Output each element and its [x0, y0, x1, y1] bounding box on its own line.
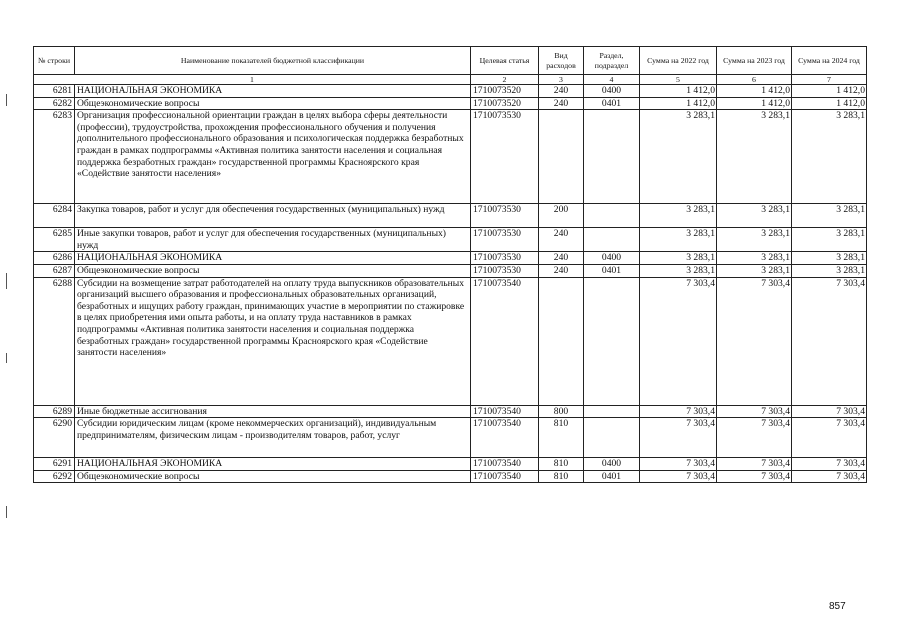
column-number: 4 — [584, 75, 640, 85]
sum-2023-cell: 7 303,4 — [717, 418, 792, 458]
sum-2022-cell: 3 283,1 — [640, 228, 717, 252]
margin-mark — [6, 273, 7, 289]
header-sum-2024: Сумма на 2024 год — [792, 47, 867, 75]
row-name-cell: Общеэкономические вопросы — [75, 470, 471, 483]
expense-type-cell: 200 — [539, 204, 584, 228]
table-row — [34, 264, 867, 277]
row-number-cell: 6285 — [34, 228, 75, 252]
sum-2023-cell: 3 283,1 — [717, 252, 792, 265]
sum-2023-cell: 7 303,4 — [717, 277, 792, 405]
table-row — [34, 97, 867, 110]
row-name-cell: Субсидии юридическим лицам (кроме некоммерческих организаций), индивидуальным предпринимателям, физическим лицам - производителям товаров, работ, услуг — [75, 418, 471, 458]
header-sum-2022: Сумма на 2022 год — [640, 47, 717, 75]
section-cell — [584, 228, 640, 252]
row-name-cell: Иные закупки товаров, работ и услуг для обеспечения государственных (муниципальных) нужд — [75, 228, 471, 252]
sum-2023-cell: 1 412,0 — [717, 97, 792, 110]
section-cell: 0401 — [584, 470, 640, 483]
sum-2022-cell: 3 283,1 — [640, 204, 717, 228]
row-name-cell: НАЦИОНАЛЬНАЯ ЭКОНОМИКА — [75, 252, 471, 265]
sum-2022-cell: 7 303,4 — [640, 470, 717, 483]
target-article-cell: 1710073530 — [471, 228, 539, 252]
sum-2022-cell: 1 412,0 — [640, 97, 717, 110]
sum-2023-cell: 7 303,4 — [717, 405, 792, 418]
target-article-cell: 1710073530 — [471, 264, 539, 277]
target-article-cell: 1710073530 — [471, 110, 539, 204]
table-row — [34, 85, 867, 98]
row-number-cell: 6290 — [34, 418, 75, 458]
section-cell — [584, 204, 640, 228]
row-number-cell: 6282 — [34, 97, 75, 110]
row-name-cell: Закупка товаров, работ и услуг для обеспечения государственных (муниципальных) нужд — [75, 204, 471, 228]
sum-2022-cell: 7 303,4 — [640, 458, 717, 471]
header-sum-2023: Сумма на 2023 год — [717, 47, 792, 75]
section-cell: 0400 — [584, 85, 640, 98]
target-article-cell: 1710073540 — [471, 277, 539, 405]
section-cell — [584, 110, 640, 204]
sum-2024-cell: 3 283,1 — [792, 228, 867, 252]
row-number-cell: 6286 — [34, 252, 75, 265]
table-row — [34, 228, 867, 252]
header-row-no: № строки — [34, 47, 75, 75]
row-name-cell: Общеэкономические вопросы — [75, 97, 471, 110]
sum-2023-cell: 1 412,0 — [717, 85, 792, 98]
sum-2024-cell: 3 283,1 — [792, 204, 867, 228]
sum-2023-cell: 3 283,1 — [717, 228, 792, 252]
sum-2024-cell: 3 283,1 — [792, 264, 867, 277]
column-number: 1 — [34, 75, 471, 85]
column-number: 5 — [640, 75, 717, 85]
sum-2024-cell: 3 283,1 — [792, 110, 867, 204]
expense-type-cell: 810 — [539, 458, 584, 471]
expense-type-cell: 240 — [539, 252, 584, 265]
table-row — [34, 110, 867, 204]
expense-type-cell: 800 — [539, 405, 584, 418]
header-section: Раздел, подраздел — [584, 47, 640, 75]
table-row — [34, 458, 867, 471]
table-row — [34, 418, 867, 458]
expense-type-cell: 810 — [539, 418, 584, 458]
row-name-cell: Субсидии на возмещение затрат работодателей на оплату труда выпускников образовательных организаций высшего образования и профессиональных образовательных организаций, безработных и ищущих работу граждан, принимающих участие в мероприятии по стажировке в целях приобретения ими опыта работы, и на оплату труда наставников в рамках подпрограммы «Активная политика занятости населения и социальная поддержка безработных граждан» государственной программы Красноярского края «Содействие занятости населения» — [75, 277, 471, 405]
sum-2022-cell: 1 412,0 — [640, 85, 717, 98]
section-cell: 0400 — [584, 458, 640, 471]
table-row — [34, 252, 867, 265]
sum-2022-cell: 3 283,1 — [640, 110, 717, 204]
row-number-cell: 6292 — [34, 470, 75, 483]
table-row — [34, 204, 867, 228]
expense-type-cell — [539, 277, 584, 405]
page-number: 857 — [829, 601, 846, 612]
row-name-cell: Организация профессиональной ориентации граждан в целях выбора сферы деятельности (профессии), трудоустройства, прохождения профессионального обучения и получения дополнительного профессионального образования и психологическая поддержка безработных граждан в рамках подпрограммы «Активная политика занятости населения и социальная поддержка безработных граждан» государственной программы Красноярского края «Содействие занятости населения» — [75, 110, 471, 204]
margin-mark — [6, 506, 7, 518]
target-article-cell: 1710073520 — [471, 85, 539, 98]
row-name-cell: НАЦИОНАЛЬНАЯ ЭКОНОМИКА — [75, 85, 471, 98]
section-cell — [584, 405, 640, 418]
sum-2024-cell: 7 303,4 — [792, 277, 867, 405]
target-article-cell: 1710073540 — [471, 405, 539, 418]
sum-2023-cell: 7 303,4 — [717, 470, 792, 483]
sum-2022-cell: 3 283,1 — [640, 264, 717, 277]
margin-mark — [6, 94, 7, 106]
sum-2022-cell: 7 303,4 — [640, 405, 717, 418]
row-number-cell: 6287 — [34, 264, 75, 277]
expense-type-cell: 240 — [539, 97, 584, 110]
row-number-cell: 6283 — [34, 110, 75, 204]
sum-2024-cell: 7 303,4 — [792, 458, 867, 471]
sum-2024-cell: 1 412,0 — [792, 97, 867, 110]
column-number: 2 — [471, 75, 539, 85]
table-row — [34, 470, 867, 483]
row-number-cell: 6281 — [34, 85, 75, 98]
row-name-cell: Иные бюджетные ассигнования — [75, 405, 471, 418]
target-article-cell: 1710073530 — [471, 252, 539, 265]
section-cell: 0400 — [584, 252, 640, 265]
target-article-cell: 1710073540 — [471, 458, 539, 471]
sum-2022-cell: 7 303,4 — [640, 277, 717, 405]
row-name-cell: Общеэкономические вопросы — [75, 264, 471, 277]
column-number: 7 — [792, 75, 867, 85]
header-row — [34, 47, 867, 75]
table-row — [34, 277, 867, 405]
sum-2023-cell: 3 283,1 — [717, 110, 792, 204]
row-number-cell: 6284 — [34, 204, 75, 228]
sum-2023-cell: 7 303,4 — [717, 458, 792, 471]
target-article-cell: 1710073540 — [471, 418, 539, 458]
sum-2024-cell: 1 412,0 — [792, 85, 867, 98]
sum-2024-cell: 7 303,4 — [792, 405, 867, 418]
header-name: Наименование показателей бюджетной классификации — [75, 47, 471, 75]
sum-2022-cell: 3 283,1 — [640, 252, 717, 265]
column-number: 6 — [717, 75, 792, 85]
expense-type-cell: 240 — [539, 85, 584, 98]
sum-2023-cell: 3 283,1 — [717, 264, 792, 277]
row-name-cell: НАЦИОНАЛЬНАЯ ЭКОНОМИКА — [75, 458, 471, 471]
expense-type-cell: 240 — [539, 228, 584, 252]
target-article-cell: 1710073520 — [471, 97, 539, 110]
column-number: 3 — [539, 75, 584, 85]
section-cell: 0401 — [584, 97, 640, 110]
margin-mark — [6, 353, 7, 363]
expense-type-cell: 810 — [539, 470, 584, 483]
table-row — [34, 405, 867, 418]
target-article-cell: 1710073530 — [471, 204, 539, 228]
sum-2024-cell: 7 303,4 — [792, 418, 867, 458]
expense-type-cell: 240 — [539, 264, 584, 277]
target-article-cell: 1710073540 — [471, 470, 539, 483]
row-number-cell: 6289 — [34, 405, 75, 418]
column-number-row — [34, 75, 867, 85]
section-cell — [584, 277, 640, 405]
section-cell — [584, 418, 640, 458]
header-target: Целевая статья — [471, 47, 539, 75]
section-cell: 0401 — [584, 264, 640, 277]
budget-table — [33, 46, 867, 483]
header-expense-type: Вид расходов — [539, 47, 584, 75]
sum-2022-cell: 7 303,4 — [640, 418, 717, 458]
expense-type-cell — [539, 110, 584, 204]
sum-2023-cell: 3 283,1 — [717, 204, 792, 228]
sum-2024-cell: 3 283,1 — [792, 252, 867, 265]
row-number-cell: 6291 — [34, 458, 75, 471]
sum-2024-cell: 7 303,4 — [792, 470, 867, 483]
row-number-cell: 6288 — [34, 277, 75, 405]
